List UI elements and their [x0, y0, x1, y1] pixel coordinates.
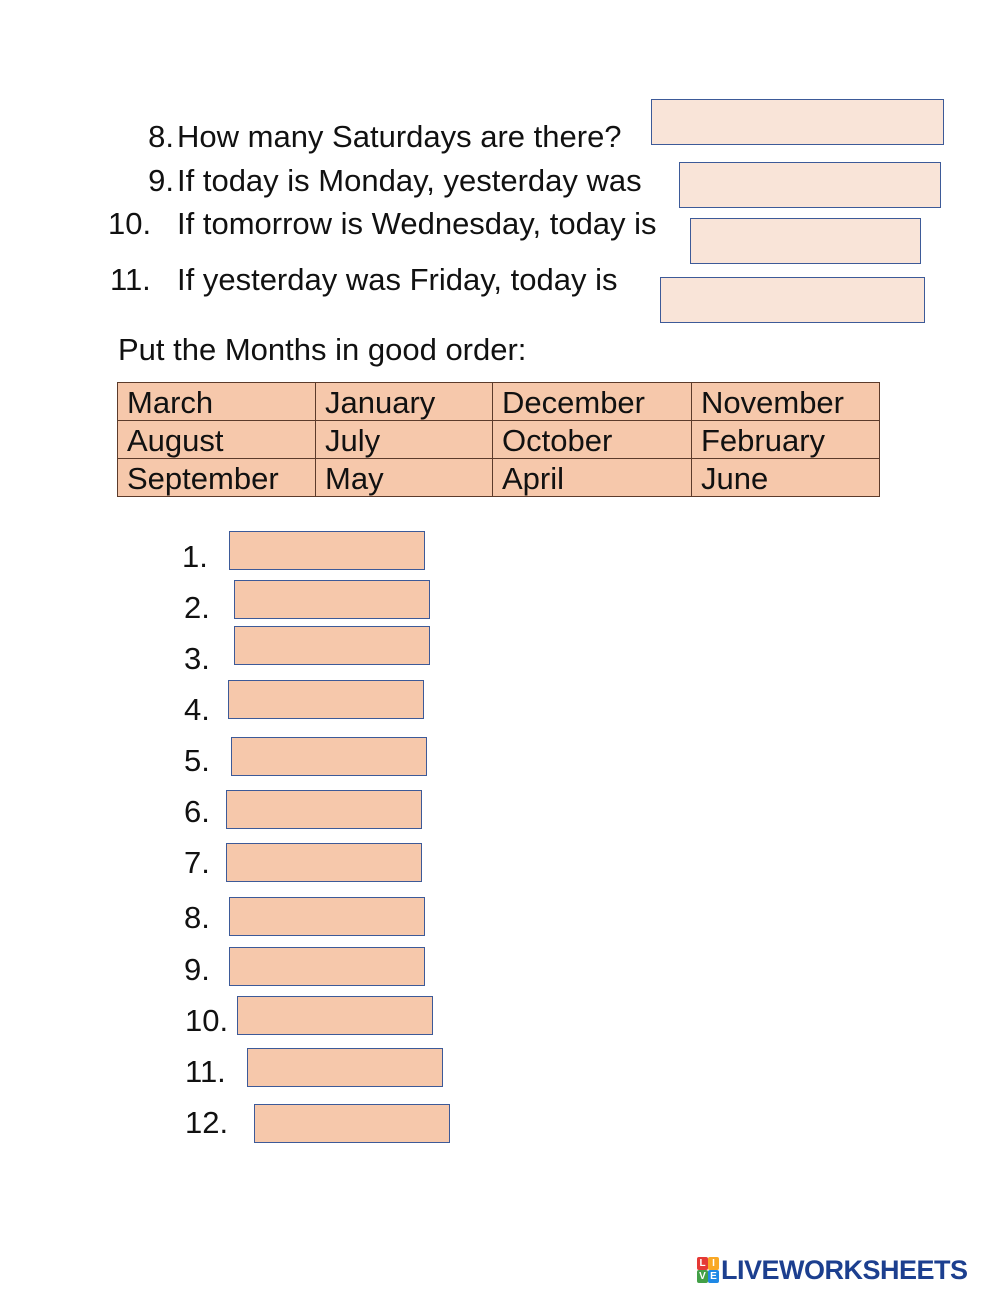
question-text: If today is Monday, yesterday was [177, 163, 642, 198]
order-input-9[interactable] [229, 947, 425, 986]
order-input-11[interactable] [247, 1048, 443, 1087]
logo-text: LIVEWORKSHEETS [721, 1254, 968, 1285]
order-number: 12. [185, 1105, 229, 1140]
month-cell: December [493, 383, 692, 421]
month-cell: February [692, 421, 880, 459]
order-number: 9. [184, 952, 210, 987]
order-number: 11. [185, 1054, 226, 1089]
answer-input-q11[interactable] [660, 277, 925, 323]
month-cell: March [118, 383, 316, 421]
order-number: 7. [184, 845, 210, 880]
logo-mark-letter: V [697, 1270, 708, 1283]
order-input-5[interactable] [231, 737, 427, 776]
question-number: 11. [110, 262, 151, 297]
answer-input-q8[interactable] [651, 99, 944, 145]
month-cell: January [316, 383, 493, 421]
logo-mark-letter: E [708, 1270, 719, 1283]
month-cell: July [316, 421, 493, 459]
answer-input-q10[interactable] [690, 218, 921, 264]
table-row [118, 383, 880, 421]
logo-mark-letter: L [697, 1257, 708, 1270]
order-number: 5. [184, 743, 210, 778]
order-number: 3. [184, 641, 210, 676]
question-text: If tomorrow is Wednesday, today is [177, 206, 657, 241]
month-cell: April [493, 459, 692, 497]
order-input-7[interactable] [226, 843, 422, 882]
order-input-12[interactable] [254, 1104, 450, 1143]
answer-input-q9[interactable] [679, 162, 941, 208]
question-text: If yesterday was Friday, today is [177, 262, 618, 297]
order-number: 8. [184, 900, 210, 935]
order-input-6[interactable] [226, 790, 422, 829]
month-cell: August [118, 421, 316, 459]
order-number: 6. [184, 794, 210, 829]
liveworksheets-logo-icon [697, 1257, 719, 1283]
logo-mark-letter: I [708, 1257, 719, 1270]
months-table [117, 382, 880, 497]
month-cell: November [692, 383, 880, 421]
order-input-8[interactable] [229, 897, 425, 936]
order-input-4[interactable] [228, 680, 424, 719]
table-row [118, 421, 880, 459]
order-input-10[interactable] [237, 996, 433, 1035]
month-cell: June [692, 459, 880, 497]
order-number: 10. [185, 1003, 229, 1038]
question-text: How many Saturdays are there? [177, 119, 622, 154]
order-input-2[interactable] [234, 580, 430, 619]
liveworksheets-logo [697, 1255, 968, 1285]
order-input-1[interactable] [229, 531, 425, 570]
order-number: 1. [182, 539, 208, 574]
order-input-3[interactable] [234, 626, 430, 665]
month-cell: October [493, 421, 692, 459]
question-number: 8. [148, 119, 174, 154]
order-number: 4. [184, 692, 210, 727]
question-number: 9. [148, 163, 174, 198]
table-row [118, 459, 880, 497]
question-number: 10. [108, 206, 152, 241]
month-cell: September [118, 459, 316, 497]
order-number: 2. [184, 590, 210, 625]
instruction-text: Put the Months in good order: [118, 332, 527, 367]
month-cell: May [316, 459, 493, 497]
